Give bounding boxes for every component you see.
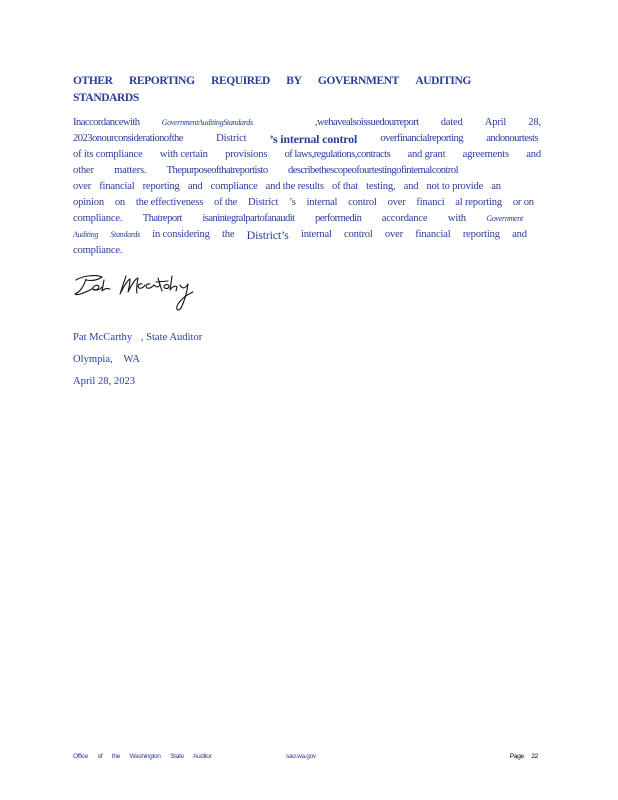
text-run: andonourtests xyxy=(486,133,538,144)
text-run: April xyxy=(484,117,507,128)
text-run: and xyxy=(403,181,419,192)
footer-website: sao.wa.gov xyxy=(286,753,316,760)
text-run: the effectiveness xyxy=(135,197,204,208)
paragraph-line-1 xyxy=(73,115,541,131)
text-run: accordance xyxy=(381,213,428,224)
text-run: not to provide xyxy=(426,181,484,192)
text-run: 2023onourconsiderationofthe xyxy=(73,133,183,144)
text-run: control xyxy=(344,229,373,240)
text-run: and the results xyxy=(265,181,324,192)
footer-office: Office of the Washington State Auditor xyxy=(73,753,212,760)
heading-word: BY xyxy=(286,75,302,87)
text-run: and xyxy=(187,181,203,192)
text-run-italic: Standards xyxy=(110,230,140,239)
heading-line-1 xyxy=(73,73,471,90)
text-run: with xyxy=(447,213,466,224)
paragraph-line-9 xyxy=(73,243,541,259)
text-run: other xyxy=(73,165,94,176)
heading-line-2: STANDARDS xyxy=(73,92,139,104)
footer-page xyxy=(510,753,538,760)
text-run: al reporting xyxy=(455,197,502,208)
signature-image xyxy=(72,270,197,320)
text-run: an xyxy=(491,181,501,192)
text-run: compliance xyxy=(210,181,258,192)
text-run: performedin xyxy=(315,213,362,224)
paragraph-line-4 xyxy=(73,163,458,179)
signer-name: Pat McCarthy xyxy=(73,332,133,343)
text-run-italic: Auditing xyxy=(73,230,99,239)
footer-page-label: Page xyxy=(509,753,524,760)
text-run: ’s xyxy=(289,197,296,208)
text-run-italic: GovernmentAuditingStandards xyxy=(161,118,253,127)
text-run: dated xyxy=(440,117,463,128)
text-run: compliance. xyxy=(73,245,123,256)
text-run: in considering xyxy=(152,229,210,240)
text-run: financi xyxy=(416,197,445,208)
text-run-emphasis: ’s internal control xyxy=(269,132,358,146)
heading-word: AUDITING xyxy=(415,75,471,87)
signer-state: WA xyxy=(123,354,140,365)
paragraph-line-6 xyxy=(73,195,534,211)
text-run: agreements xyxy=(462,149,509,160)
body-paragraph xyxy=(73,115,541,259)
text-run-emphasis: District’s xyxy=(246,228,289,242)
text-run: reporting xyxy=(462,229,500,240)
text-run: over xyxy=(384,229,403,240)
text-run: and xyxy=(512,229,527,240)
signer-line xyxy=(73,327,202,349)
text-run: ,wehavealsoissuedourreport xyxy=(314,117,419,128)
text-run: Inaccordancewith xyxy=(73,117,140,128)
heading-word: OTHER xyxy=(73,75,113,87)
text-run: 28, xyxy=(528,117,541,128)
text-run: testing, xyxy=(366,181,396,192)
text-run: matters. xyxy=(114,165,147,176)
text-run: reporting xyxy=(142,181,180,192)
text-run: District xyxy=(216,133,247,144)
text-run: of that xyxy=(332,181,358,192)
paragraph-line-8 xyxy=(73,227,527,243)
text-run: Thepurposeofthatreportisto xyxy=(166,165,268,176)
text-run: over xyxy=(387,197,406,208)
signer-block xyxy=(73,327,202,393)
text-run: isanintegralpartofanaudit xyxy=(202,213,295,224)
signed-date: April 28, 2023 xyxy=(73,376,136,387)
paragraph-line-3 xyxy=(73,147,541,163)
text-run: or on xyxy=(512,197,534,208)
page-footer xyxy=(73,753,543,765)
text-run: the xyxy=(222,229,235,240)
heading-word: GOVERNMENT xyxy=(317,75,399,87)
text-run: of laws,regulations,contracts xyxy=(284,149,391,160)
text-run: District xyxy=(248,197,279,208)
text-run: Thatreport xyxy=(142,213,182,224)
signer-title: , State Auditor xyxy=(140,332,203,343)
location-line xyxy=(73,349,202,371)
text-run: of its compliance xyxy=(73,149,143,160)
paragraph-line-7 xyxy=(73,211,523,227)
footer-page-number: 22 xyxy=(531,753,538,760)
text-run: opinion xyxy=(73,197,104,208)
heading-word: REQUIRED xyxy=(211,75,270,87)
text-run: over xyxy=(73,181,92,192)
text-run: with certain xyxy=(159,149,208,160)
text-run: control xyxy=(348,197,377,208)
text-run: and grant xyxy=(407,149,446,160)
text-run: on xyxy=(114,197,126,208)
text-run: financial xyxy=(99,181,135,192)
text-run: internal xyxy=(300,229,332,240)
heading-word: REPORTING xyxy=(128,75,195,87)
signer-city: Olympia, xyxy=(73,354,113,365)
paragraph-line-2 xyxy=(73,131,538,147)
text-run: provisions xyxy=(225,149,268,160)
text-run: of the xyxy=(213,197,238,208)
section-heading xyxy=(73,73,543,107)
text-run: internal xyxy=(306,197,338,208)
text-run: financial xyxy=(415,229,451,240)
text-run-italic: Government xyxy=(486,214,523,223)
text-run: compliance. xyxy=(73,213,123,224)
text-run: overfinancialreporting xyxy=(380,133,463,144)
text-run: describethescopeofourtestingofinternalcontrol xyxy=(287,165,458,176)
paragraph-line-5 xyxy=(73,179,501,195)
text-run: and xyxy=(526,149,541,160)
